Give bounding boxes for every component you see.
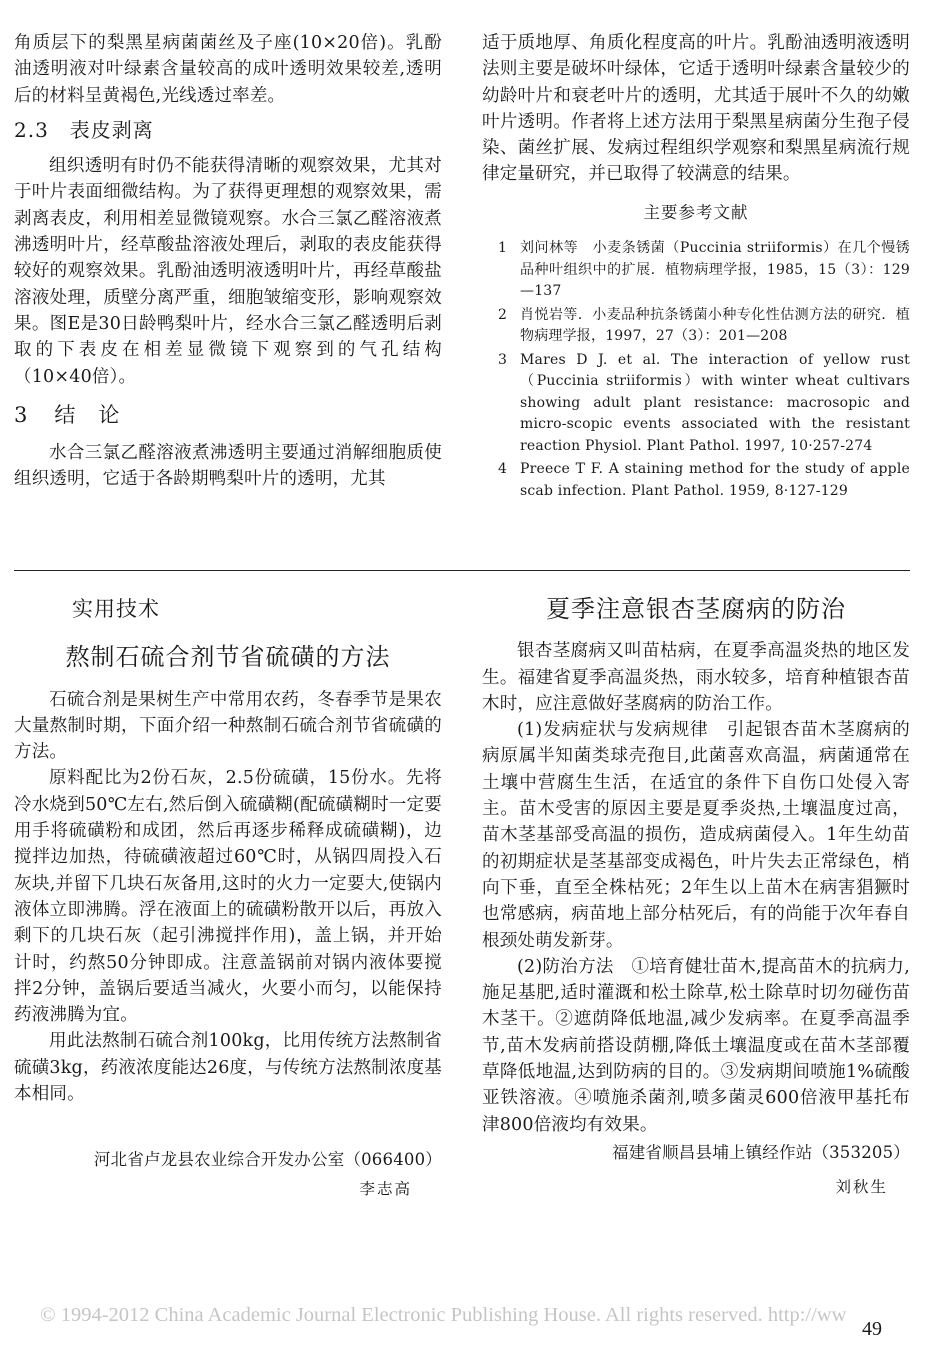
reference-number: 2 xyxy=(498,306,508,323)
paragraph: (2)防治方法 ①培育健壮苗木,提高苗木的抗病力,施足基肥,适时灌溉和松土除草,松土除草时切勿碰伤苗木茎干。②遮荫降低地温,减少发病率。在夏季高温季节,苗木发病前搭设荫棚,降低土壤温度或在苗木茎部覆草降低地温,达到防病的目的。③发病期间喷施1%硫酸亚铁溶液。④喷施杀菌剂,喷多菌灵600倍液甲基托布津800倍液均有效果。 xyxy=(482,956,910,1135)
reference-text: 肖悦岩等．小麦品种抗条锈菌小种专化性估测方法的研究．植物病理学报，1997，27（3）：201—208 xyxy=(520,306,910,345)
paragraph: (1)发病症状与发病规律 引起银杏苗木茎腐病的病原属半知菌类球壳孢目,此菌喜欢高温，病菌通常在土壤中营腐生生活，在适宜的条件下自伤口处侵入寄主。苗木受害的原因主要是夏季炎热,土壤温度过高，苗木茎基部受高温的损伤，造成病菌侵入。1年生幼苗的初期症状是茎基部变成褐色，叶片失去正常绿色，梢向下垂，直至全株枯死；2年生以上苗木在病害猖獗时也常感病，病苗地上部分枯死后，有的尚能于次年春自根颈处萌发新芽。 xyxy=(482,720,910,951)
top-right-column xyxy=(482,30,910,504)
paragraph: 银杏茎腐病又叫苗枯病，在夏季高温炎热的地区发生。福建省夏季高温炎热，雨水较多，培育种植银杏苗木时，应注意做好茎腐病的防治工作。 xyxy=(482,641,910,714)
heading-number: 3 xyxy=(14,402,29,427)
author-affiliation: 河北省卢龙县农业综合开发办公室（066400） xyxy=(93,1150,442,1170)
article-left xyxy=(14,596,442,1202)
section-heading-conclusion xyxy=(14,402,442,428)
references-title: 主要参考文献 xyxy=(643,202,749,222)
author-name: 李志高 xyxy=(359,1179,412,1198)
author-affiliation: 福建省顺昌县埔上镇经作站（353205） xyxy=(612,1142,910,1162)
reference-item xyxy=(482,350,910,458)
author-name: 刘秋生 xyxy=(835,1178,888,1197)
page-number: 49 xyxy=(862,1318,882,1340)
copyright-watermark: © 1994-2012 China Academic Journal Electronic Publishing House. All rights reserved. http://ww xyxy=(40,1304,847,1326)
reference-number: 4 xyxy=(498,461,508,478)
paragraph: 原料配比为2份石灰，2.5份硫磺，15份水。先将冷水烧到50℃左右,然后倒入硫磺糊(配硫磺糊时一定要用手将硫磺粉和成团，然后再逐步稀释成硫磺糊)，边搅拌边加热，待硫磺液超过60℃时，从锅四周投入石灰块,并留下几块石灰备用,这时的火力一定要大,使锅内液体立即沸腾。浮在液面上的硫磺粉散开以后，再放入剩下的几块石灰（起引沸搅拌作用)，盖上锅，并开始计时，约熬50分钟即成。注意盖锅前对锅内液体要搅拌2分钟，盖锅后要适当减火，火要小而匀，以能保持药液沸腾为宜。 xyxy=(14,768,442,1026)
heading-char: 结 xyxy=(54,402,77,427)
section-divider xyxy=(14,570,910,571)
paragraph: 用此法熬制石硫合剂100kg，比用传统方法熬制省硫磺3kg，药液浓度能达26度，与传统方法熬制浓度基本相同。 xyxy=(14,1031,442,1105)
column-label: 实用技术 xyxy=(72,597,160,621)
paragraph: 组织透明有时仍不能获得清晰的观察效果，尤其对于叶片表面细微结构。为了获得更理想的观察效果，需剥离表皮，利用相差显微镜观察。水合三氯乙醛溶液煮沸透明叶片，经草酸盐溶液处理后，剥取的表皮能获得较好的观察效果。乳酚油透明液透明叶片，再经草酸盐溶液处理，质壁分离严重，细胞皱缩变形，影响观察效果。图E是30日龄鸭梨叶片，经水合三氯乙醛透明后剥取的下表皮在相差显微镜下观察到的气孔结构（10×40倍）。 xyxy=(14,156,442,387)
top-left-column xyxy=(14,30,442,493)
paragraph: 石硫合剂是果树生产中常用农药，冬春季节是果农大量熬制时期，下面介绍一种熬制石硫合剂节省硫磺的方法。 xyxy=(14,689,442,763)
reference-text: Mares D J. et al. The interaction of yellow rust（Puccinia striiformis）with winter wheat cultivars showing adult plant resistance: macrosopic and micro-scopic events associated with the resistant reaction Physiol. Plant Pathol. 1997, 10·257-274 xyxy=(520,351,910,454)
reference-text: 刘问林等 小麦条锈菌（Puccinia striiformis）在几个慢锈品种叶组织中的扩展．植物病理学报，1985，15（3）：129—137 xyxy=(520,240,910,300)
reference-text: Preece T F. A staining method for the study of apple scab infection. Plant Pathol. 1959, 8·127-129 xyxy=(520,461,910,499)
reference-number: 3 xyxy=(498,351,508,368)
paragraph: 角质层下的梨黑星病菌菌丝及子座(10×20倍)。乳酚油透明液对叶绿素含量较高的成叶透明效果较差,透明后的材料呈黄褐色,光线透过率差。 xyxy=(14,33,442,106)
article-title: 熬制石硫合剂节省硫磺的方法 xyxy=(65,643,391,672)
section-heading: 2.3 表皮剥离 xyxy=(14,117,154,142)
reference-item xyxy=(482,238,910,303)
reference-item xyxy=(482,459,910,502)
paragraph: 适于质地厚、角质化程度高的叶片。乳酚油透明液透明法则主要是破坏叶绿体，它适于透明叶绿素含量较少的幼龄叶片和衰老叶片的透明，尤其适于展叶不久的幼嫩叶片透明。作者将上述方法用于梨黑星病菌分生孢子侵染、菌丝扩展、发病过程组织学观察和梨黑星病流行规律定量研究，并已取得了较满意的结果。 xyxy=(482,33,910,185)
article-right xyxy=(482,596,910,1201)
heading-char: 论 xyxy=(98,402,121,427)
article-title: 夏季注意银杏茎腐病的防治 xyxy=(546,595,846,623)
references-list xyxy=(482,238,910,502)
paragraph: 水合三氯乙醛溶液煮沸透明主要通过消解细胞质使组织透明，它适于各龄期鸭梨叶片的透明，尤其 xyxy=(14,443,442,490)
reference-number: 1 xyxy=(498,240,508,257)
reference-item xyxy=(482,305,910,348)
